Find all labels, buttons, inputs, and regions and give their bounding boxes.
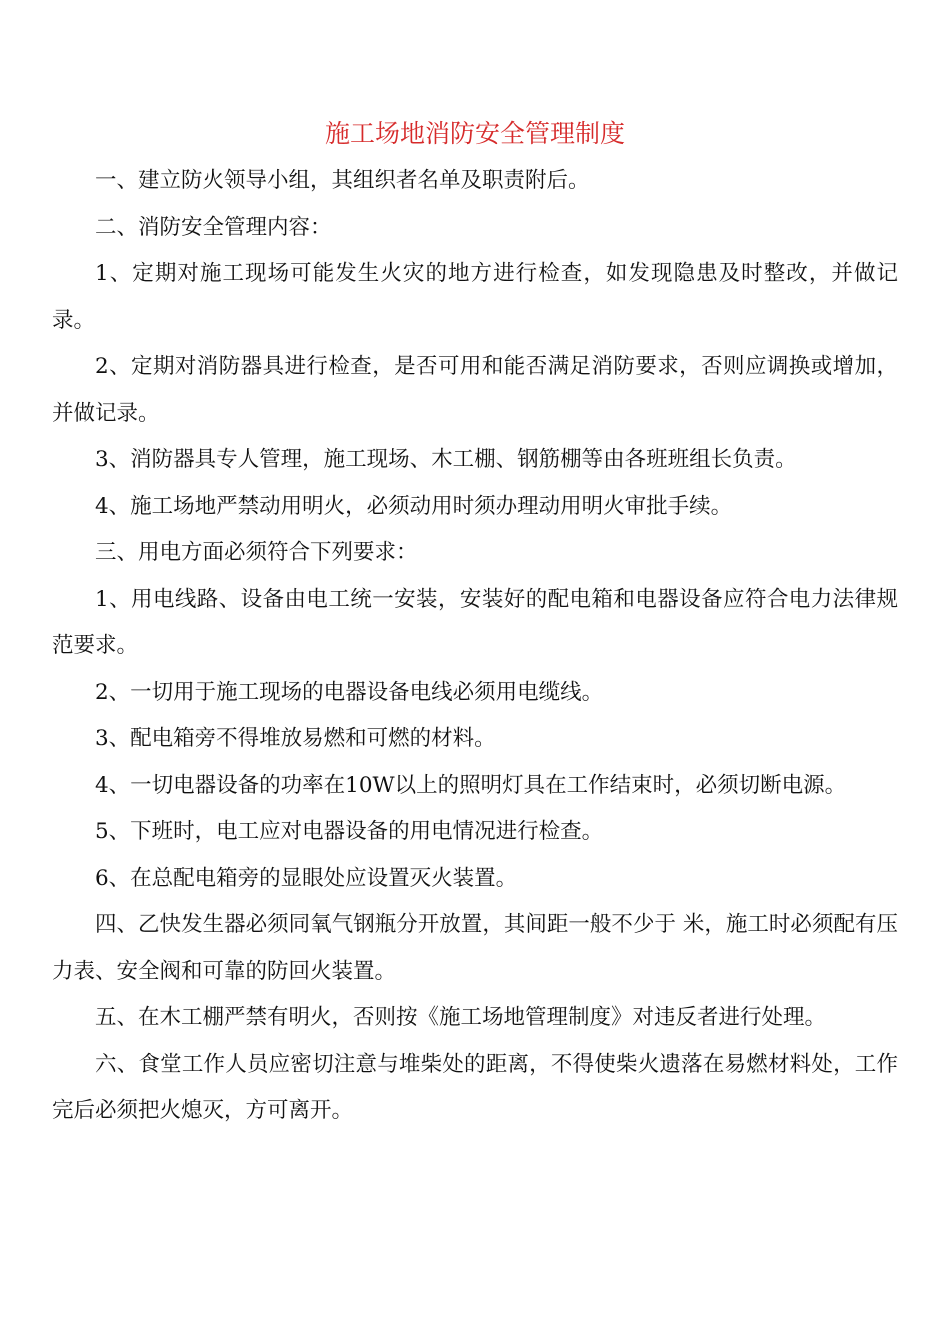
paragraph: 2、定期对消防器具进行检查，是否可用和能否满足消防要求，否则应调换或增加，并做记录。 xyxy=(52,354,898,426)
paragraph: 6、在总配电箱旁的显眼处应设置灭火装置。 xyxy=(95,865,518,891)
document-page xyxy=(52,112,898,1135)
paragraph: 2、一切用于施工现场的电器设备电线必须用电缆线。 xyxy=(95,679,604,705)
paragraph: 一、建立防火领导小组，其组织者名单及职责附后。 xyxy=(95,168,590,193)
paragraph: 3、配电箱旁不得堆放易燃和可燃的材料。 xyxy=(95,726,496,751)
paragraph: 五、在木工棚严禁有明火，否则按《施工场地管理制度》对违反者进行处理。 xyxy=(95,1005,827,1030)
paragraph: 四、乙快发生器必须同氧气钢瓶分开放置，其间距一般不少于 米，施工时必须配有压力表、安全阀和可靠的防回火装置。 xyxy=(52,912,898,984)
paragraph: 1、定期对施工现场可能发生火灾的地方进行检查，如发现隐患及时整改，并做记录。 xyxy=(52,261,898,333)
paragraph: 六、食堂工作人员应密切注意与堆柴处的距离，不得使柴火遗落在易燃材料处，工作完后必须把火熄灭，方可离开。 xyxy=(52,1051,898,1123)
paragraph: 二、消防安全管理内容： xyxy=(95,214,332,240)
paragraph: 4、施工场地严禁动用明火，必须动用时须办理动用明火审批手续。 xyxy=(95,493,733,519)
paragraph: 5、下班时，电工应对电器设备的用电情况进行检查。 xyxy=(95,819,604,844)
paragraph: 三、用电方面必须符合下列要求： xyxy=(95,540,418,565)
document-title: 施工场地消防安全管理制度 xyxy=(324,119,625,148)
paragraph: 3、消防器具专人管理，施工现场、木工棚、钢筋棚等由各班班组长负责。 xyxy=(95,447,797,472)
paragraph: 1、用电线路、设备由电工统一安装，安装好的配电箱和电器设备应符合电力法律规范要求。 xyxy=(52,586,898,658)
paragraph: 4、一切电器设备的功率在10W以上的照明灯具在工作结束时，必须切断电源。 xyxy=(95,772,847,798)
